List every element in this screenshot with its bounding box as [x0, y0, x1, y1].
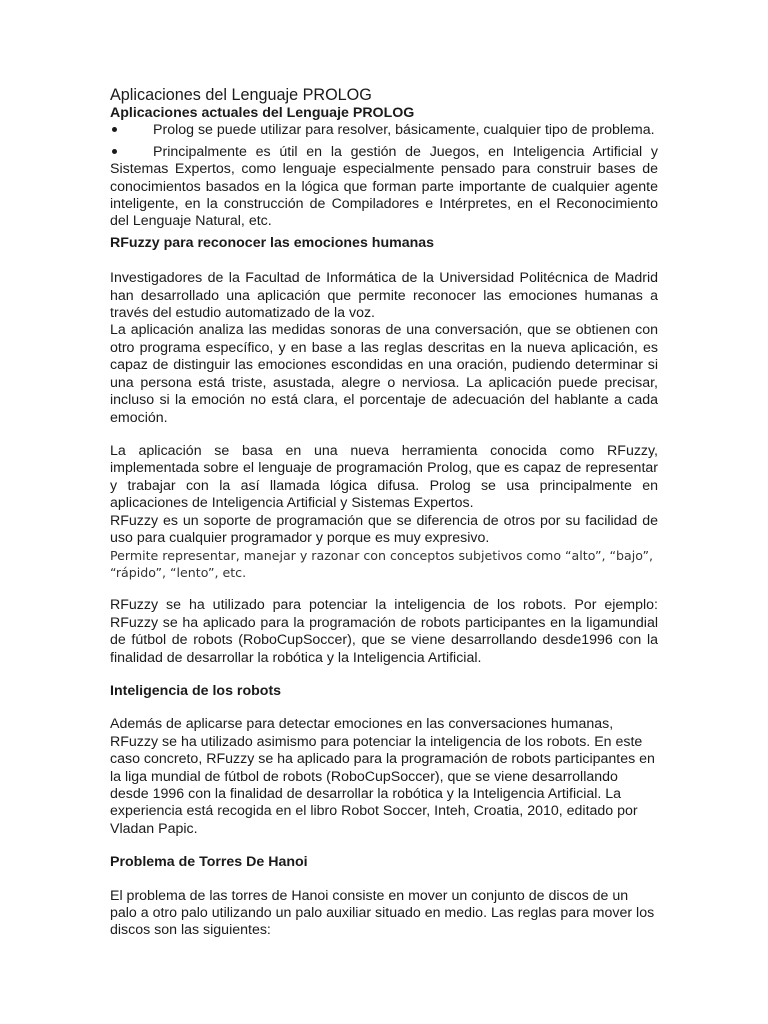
bullet-item [110, 144, 658, 231]
paragraph: La aplicación se basa en una nueva herramienta conocida como RFuzzy, implementada sobre el lenguaje de programación Prolog, que es capaz de representar y trabajar con la así llamada lógica difusa. Prolog se usa principalmente en aplicaciones de Inteligencia Artificial y Sistemas Expertos. [110, 442, 658, 512]
bullet-text: Principalmente es útil en la gestión de Juegos, en Inteligencia Artificial y Sistemas Expertos, como lenguaje especialmente pensado para construir bases de conocimientos basados en la lógica que forman parte importante de cualquier agente inteligente, en la construcción de Compiladores e Intérpretes, en el Reconocimiento del Lenguaje Natural, etc. [110, 143, 658, 230]
paragraph: RFuzzy se ha utilizado para potenciar la inteligencia de los robots. Por ejemplo: RFuzzy se ha aplicado para la programación de robots participantes en la ligamundial de fútbol de robots (RoboCupSoccer), que se viene desarrollando desde1996 con la finalidad de desarrollar la robótica y la Inteligencia Artificial. [110, 597, 658, 666]
document-page [110, 86, 658, 940]
section-heading-robots: Inteligencia de los robots [110, 682, 282, 699]
bullet-item [110, 122, 658, 139]
paragraph: RFuzzy es un soporte de programación que se diferencia de otros por su facilidad de uso para cualquier programador y porque es muy expresivo. [110, 512, 658, 546]
section-heading-hanoi: Problema de Torres De Hanoi [110, 854, 308, 871]
paragraph: El problema de las torres de Hanoi consiste en mover un conjunto de discos de un palo a otro palo utilizando un palo auxiliar situado en medio. Las reglas para mover los discos son las siguientes: [110, 887, 655, 939]
document-title: Aplicaciones del Lenguaje PROLOG [110, 86, 372, 104]
paragraph-subjective-concepts: Permite representar, manejar y razonar con conceptos subjetivos como “alto”, “bajo”, “rápido”, “lento”, etc. [110, 548, 654, 581]
bullet-text: Prolog se puede utilizar para resolver, básicamente, cualquier tipo de problema. [153, 122, 655, 139]
bullet-dot-icon [112, 149, 117, 154]
paragraph: Además de aplicarse para detectar emociones en las conversaciones humanas, RFuzzy se ha utilizado asimismo para potenciar la inteligencia de los robots. En este caso concreto, RFuzzy se ha aplicado para la programación de robots participantes en la liga mundial de fútbol de robots (RoboCupSoccer), que se viene desarrollando desde 1996 con la finalidad de desarrollar la robótica y la Inteligencia Artificial. La experiencia está recogida en el libro Robot Soccer, Inteh, Croatia, 2010, editado por Vladan Papic. [110, 716, 655, 837]
section-heading-rfuzzy: RFuzzy para reconocer las emociones humanas [110, 234, 435, 251]
paragraph: La aplicación analiza las medidas sonoras de una conversación, que se obtienen con otro programa específico, y en base a las reglas descritas en la nueva aplicación, es capaz de distinguir las emociones escondidas en una oración, pudiendo determinar si una persona está triste, asustada, alegre o nerviosa. La aplicación puede precisar, incluso si la emoción no está clara, el porcentaje de adecuación del hablante a cada emoción. [110, 322, 658, 426]
subtitle-heading: Aplicaciones actuales del Lenguaje PROLOG [110, 105, 415, 121]
bullet-dot-icon [112, 127, 117, 132]
paragraph: Investigadores de la Facultad de Informática de la Universidad Politécnica de Madrid han desarrollado una aplicación que permite reconocer las emociones humanas a través del estudio automatizado de la voz. [110, 270, 658, 322]
